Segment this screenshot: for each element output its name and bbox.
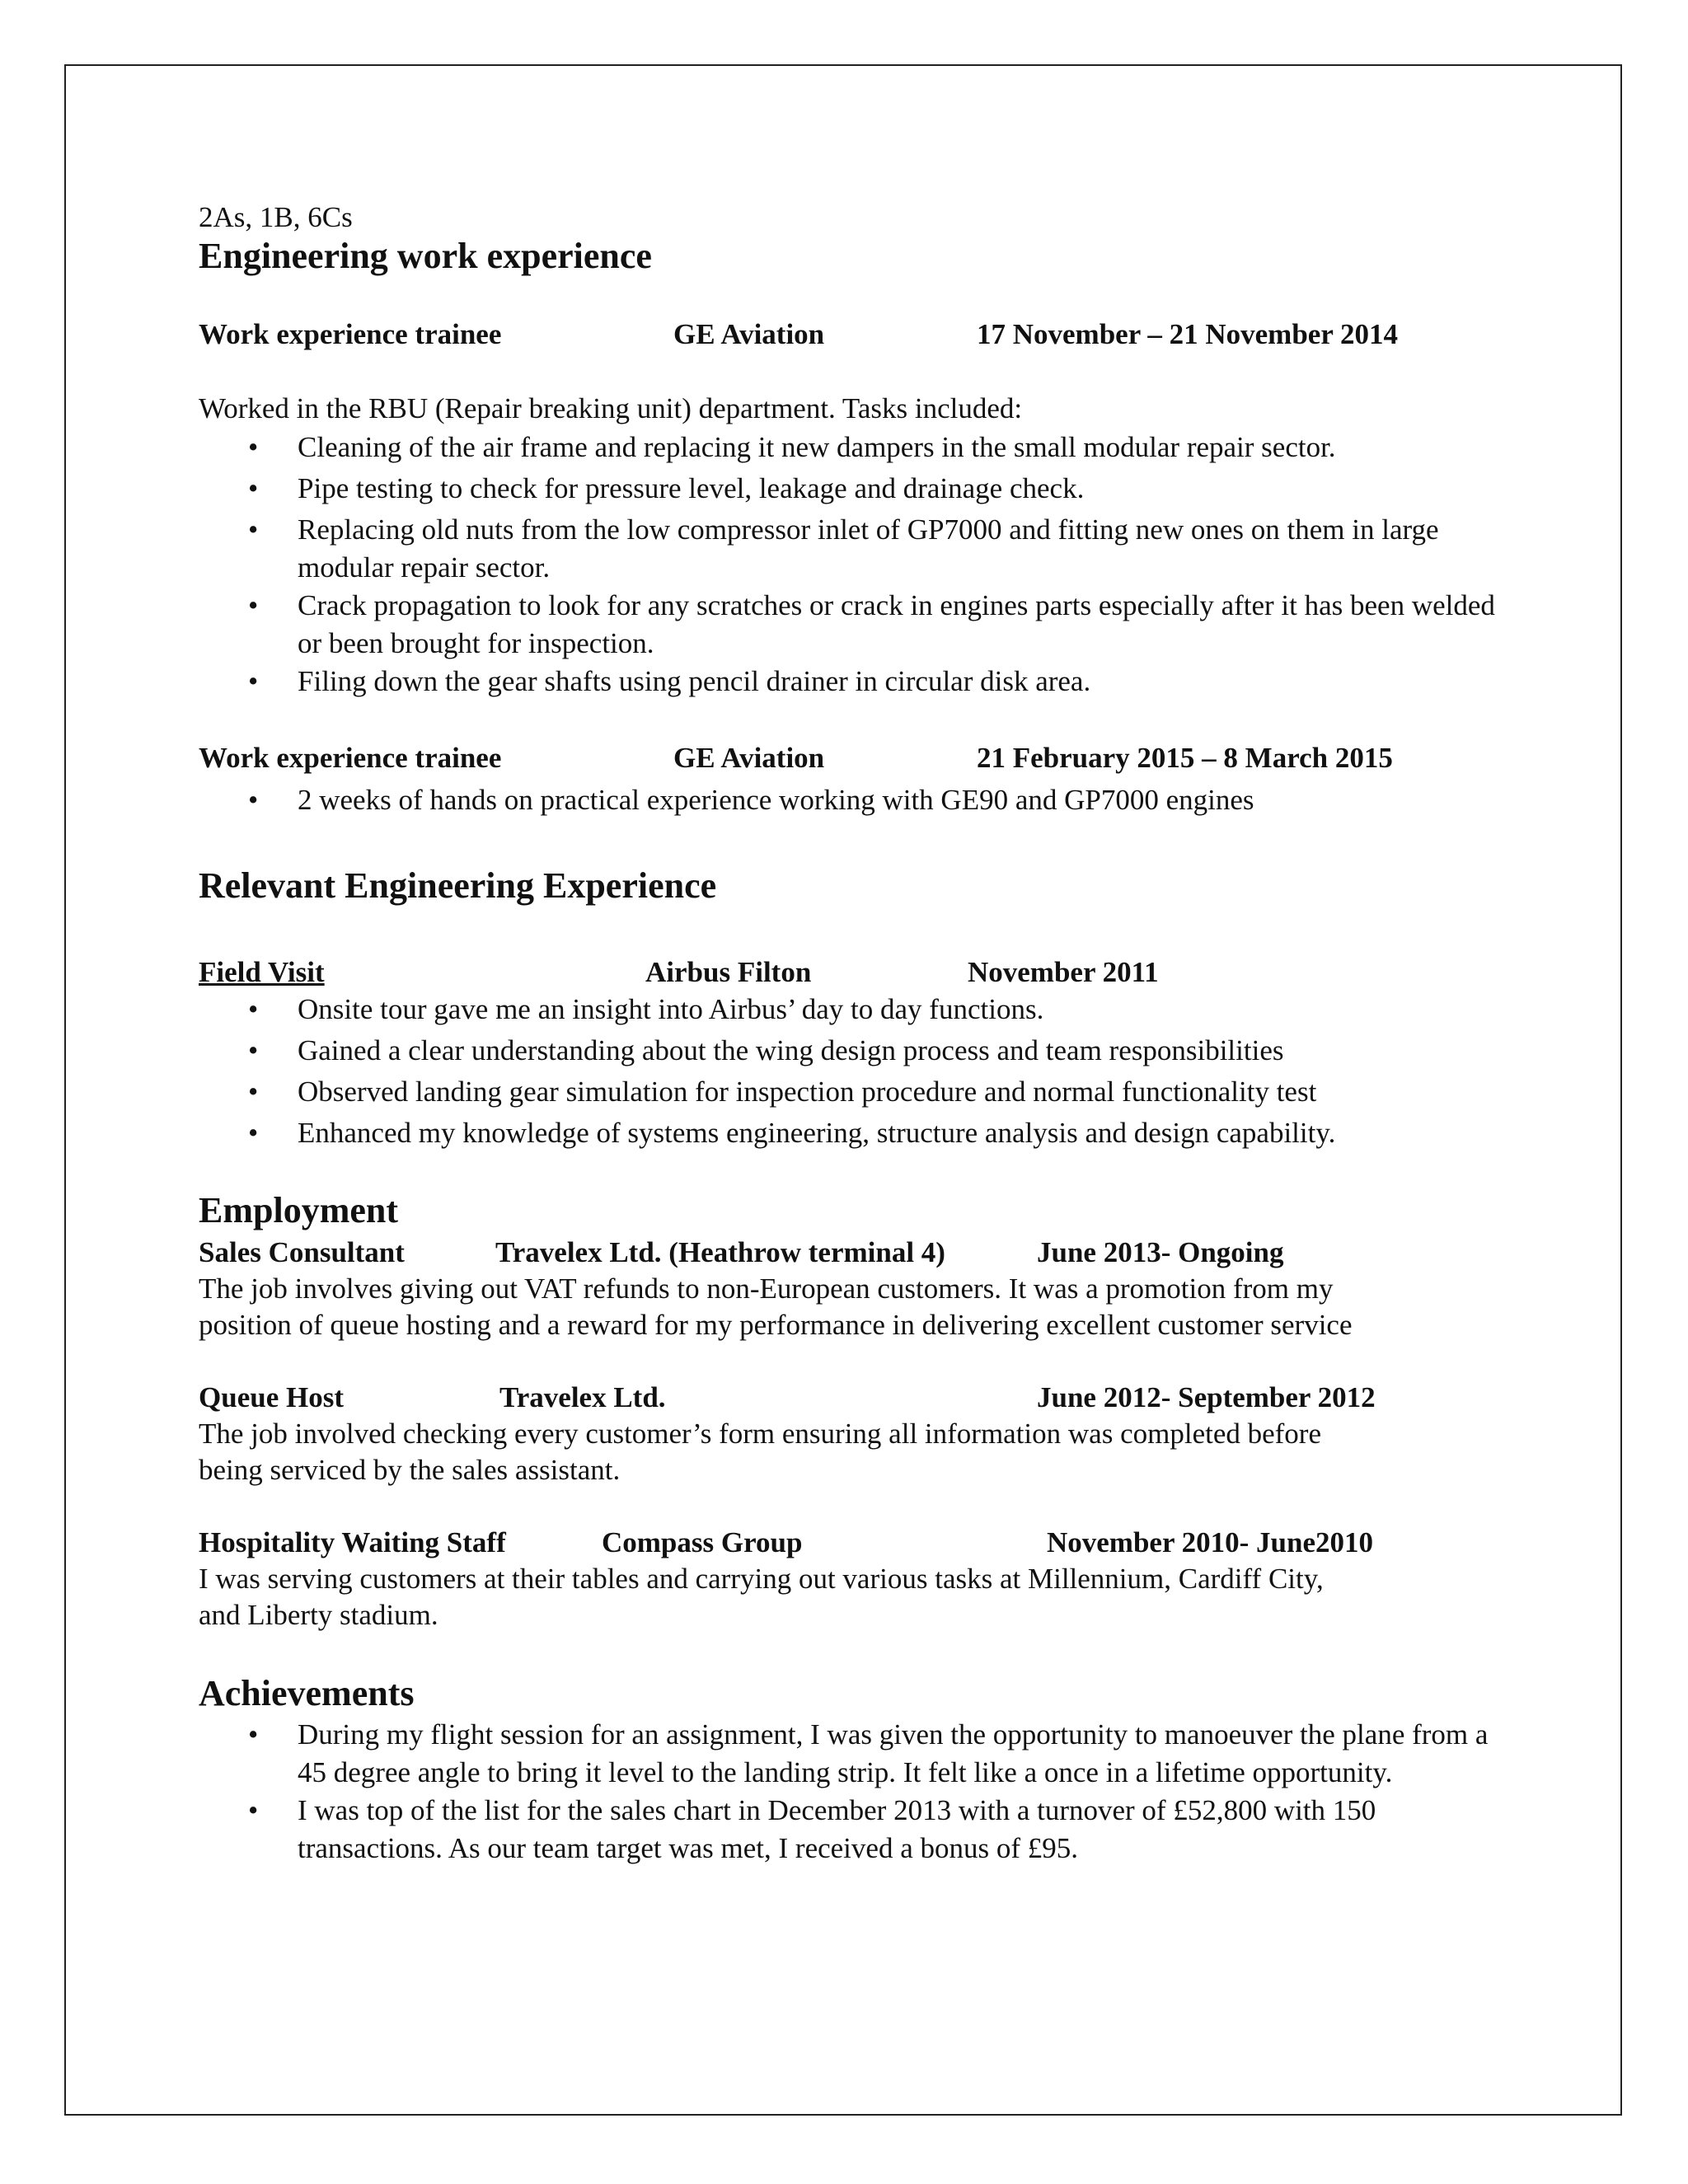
visit-dates: November 2011 (968, 956, 1159, 988)
job-dates: June 2013- Ongoing (1037, 1236, 1284, 1268)
visit-company: Airbus Filton (645, 956, 812, 988)
section-title-engineering-work-experience: Engineering work experience (199, 236, 652, 276)
achievement-list (298, 1716, 1501, 1868)
job-description: The job involved checking every customer’s form ensuring all information was completed before (199, 1418, 1321, 1450)
job-role: Queue Host (199, 1381, 344, 1413)
job-company: Travelex Ltd. (499, 1381, 666, 1413)
list-item: • Gained a clear understanding about the wing design process and team responsibilities (298, 1032, 1501, 1070)
job-company: GE Aviation (673, 318, 825, 350)
job-company: Compass Group (602, 1526, 803, 1558)
job-dates: 17 November – 21 November 2014 (977, 318, 1398, 350)
list-item: • Crack propagation to look for any scratches or crack in engines parts especially after it has been welded or been brought for inspection. (298, 587, 1501, 663)
job-role: Sales Consultant (199, 1236, 405, 1268)
job-description: The job involves giving out VAT refunds to non-European customers. It was a promotion from my (199, 1272, 1334, 1305)
visit-role: Field Visit (199, 956, 325, 988)
job-intro: Worked in the RBU (Repair breaking unit) department. Tasks included: (199, 392, 1023, 424)
grades-line: 2As, 1B, 6Cs (199, 201, 353, 233)
task-list (298, 781, 1501, 819)
section-title-relevant-experience: Relevant Engineering Experience (199, 865, 717, 906)
list-item: • Replacing old nuts from the low compressor inlet of GP7000 and fitting new ones on them in large modular repair sector. (298, 511, 1501, 587)
job-dates: 21 February 2015 – 8 March 2015 (977, 742, 1393, 774)
job-description: being serviced by the sales assistant. (199, 1454, 621, 1486)
section-title-achievements: Achievements (199, 1673, 415, 1713)
job-description: position of queue hosting and a reward for my performance in delivering excellent customer service (199, 1309, 1353, 1341)
list-item: • Pipe testing to check for pressure level, leakage and drainage check. (298, 470, 1501, 508)
job-description: I was serving customers at their tables and carrying out various tasks at Millennium, Cardiff City, (199, 1563, 1324, 1595)
visit-list (298, 991, 1501, 1152)
job-role: Work experience trainee (199, 742, 502, 774)
list-item: • 2 weeks of hands on practical experience working with GE90 and GP7000 engines (298, 781, 1501, 819)
job-company: GE Aviation (673, 742, 825, 774)
list-item: • Cleaning of the air frame and replacing it new dampers in the small modular repair sector. (298, 429, 1501, 466)
job-description: and Liberty stadium. (199, 1599, 438, 1631)
job-company: Travelex Ltd. (Heathrow terminal 4) (495, 1236, 945, 1268)
job-role: Work experience trainee (199, 318, 502, 350)
list-item: • During my flight session for an assignment, I was given the opportunity to manoeuver the plane from a 45 degree angle to bring it level to the landing strip. It felt like a once in a lifetime opportunity. (298, 1716, 1501, 1792)
list-item: • Filing down the gear shafts using pencil drainer in circular disk area. (298, 663, 1501, 701)
task-list (298, 429, 1501, 701)
list-item: • Enhanced my knowledge of systems engineering, structure analysis and design capability. (298, 1114, 1501, 1152)
section-title-employment: Employment (199, 1190, 398, 1230)
job-role: Hospitality Waiting Staff (199, 1526, 506, 1558)
job-dates: June 2012- September 2012 (1037, 1381, 1376, 1413)
list-item: • Observed landing gear simulation for inspection procedure and normal functionality test (298, 1073, 1501, 1111)
list-item: • Onsite tour gave me an insight into Airbus’ day to day functions. (298, 991, 1501, 1029)
job-dates: November 2010- June2010 (1047, 1526, 1373, 1558)
list-item: • I was top of the list for the sales chart in December 2013 with a turnover of £52,800 with 150 transactions. As our team target was met, I received a bonus of £95. (298, 1792, 1501, 1868)
